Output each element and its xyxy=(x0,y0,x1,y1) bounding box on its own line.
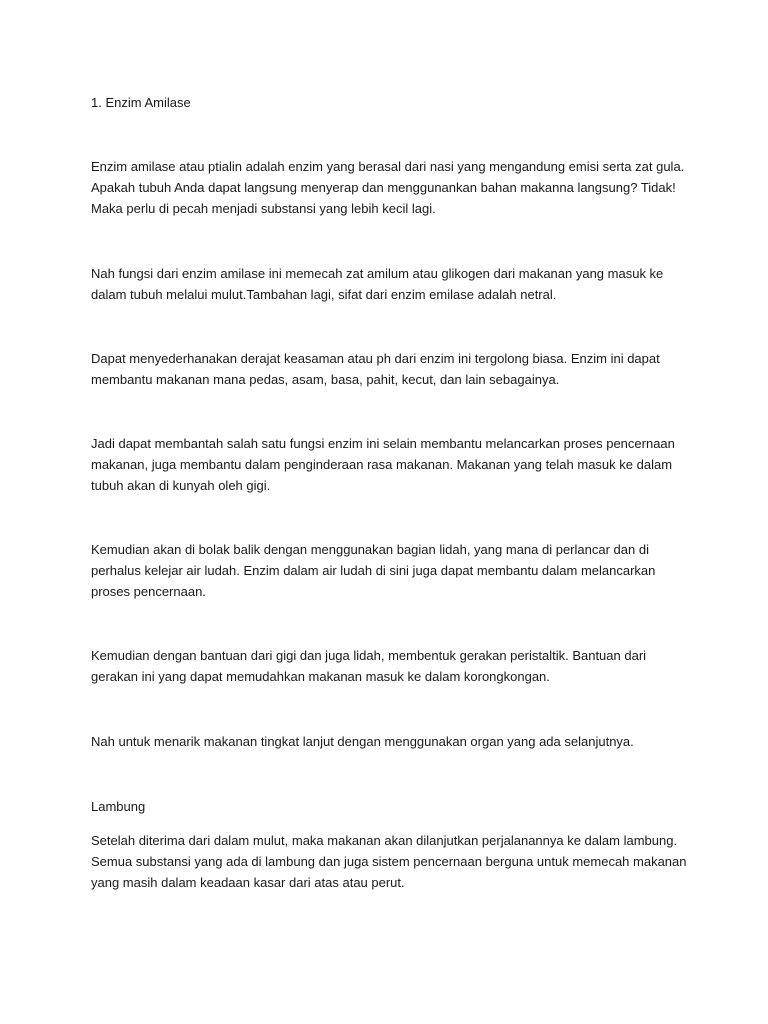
paragraph-7 xyxy=(91,731,691,752)
paragraph-line: proses pencernaan. xyxy=(91,584,206,599)
paragraph-line: Setelah diterima dari dalam mulut, maka makanan akan dilanjutkan perjalanannya ke dalam lambung. xyxy=(91,833,678,848)
paragraph-line: Dapat menyederhanakan derajat keasaman atau ph dari enzim ini tergolong biasa. Enzim ini dapat xyxy=(91,351,660,366)
paragraph-4 xyxy=(91,433,691,496)
paragraph-line: Apakah tubuh Anda dapat langsung menyerap dan menggunankan bahan makanna langsung? Tidak! xyxy=(91,180,676,195)
paragraph-line: Semua substansi yang ada di lambung dan juga sistem pencernaan berguna untuk memecah makanan xyxy=(91,854,687,869)
paragraph-line: dalam tubuh melalui mulut.Tambahan lagi, sifat dari enzim emilase adalah netral. xyxy=(91,287,557,302)
paragraph-line: gerakan ini yang dapat memudahkan makanan masuk ke dalam korongkongan. xyxy=(91,669,550,684)
section-heading-enzim-amilase: 1. Enzim Amilase xyxy=(91,95,191,110)
paragraph-line: makanan, juga membantu dalam penginderaan rasa makanan. Makanan yang telah masuk ke dalam xyxy=(91,457,673,472)
paragraph-line: Maka perlu di pecah menjadi substansi yang lebih kecil lagi. xyxy=(91,201,436,216)
paragraph-line: Jadi dapat membantah salah satu fungsi enzim ini selain membantu melancarkan proses pencernaan xyxy=(91,436,675,451)
heading-block xyxy=(91,92,691,113)
paragraph-line: tubuh akan di kunyah oleh gigi. xyxy=(91,478,271,493)
lambung-heading-block xyxy=(91,796,691,817)
paragraph-line: perhalus kelejar air ludah. Enzim dalam air ludah di sini juga dapat membantu dalam melancarkan xyxy=(91,563,656,578)
paragraph-line: Nah fungsi dari enzim amilase ini memecah zat amilum atau glikogen dari makanan yang masuk ke xyxy=(91,266,664,281)
paragraph-line: Enzim amilase atau ptialin adalah enzim yang berasal dari nasi yang mengandung emisi serta zat gula. xyxy=(91,159,685,174)
paragraph-1 xyxy=(91,156,691,219)
paragraph-line: membantu makanan mana pedas, asam, basa, pahit, kecut, dan lain sebagainya. xyxy=(91,372,560,387)
paragraph-3 xyxy=(91,348,691,390)
paragraph-6 xyxy=(91,645,691,687)
paragraph-line: Kemudian akan di bolak balik dengan menggunakan bagian lidah, yang mana di perlancar dan di xyxy=(91,542,649,557)
paragraph-line: Nah untuk menarik makanan tingkat lanjut dengan menggunakan organ yang ada selanjutnya. xyxy=(91,734,634,749)
paragraph-5 xyxy=(91,539,691,602)
paragraph-line: Kemudian dengan bantuan dari gigi dan juga lidah, membentuk gerakan peristaltik. Bantuan dari xyxy=(91,648,647,663)
section-heading-lambung: Lambung xyxy=(91,799,146,814)
lambung-paragraph xyxy=(91,830,691,893)
paragraph-line: yang masih dalam keadaan kasar dari atas atau perut. xyxy=(91,875,405,890)
paragraph-2 xyxy=(91,263,691,305)
